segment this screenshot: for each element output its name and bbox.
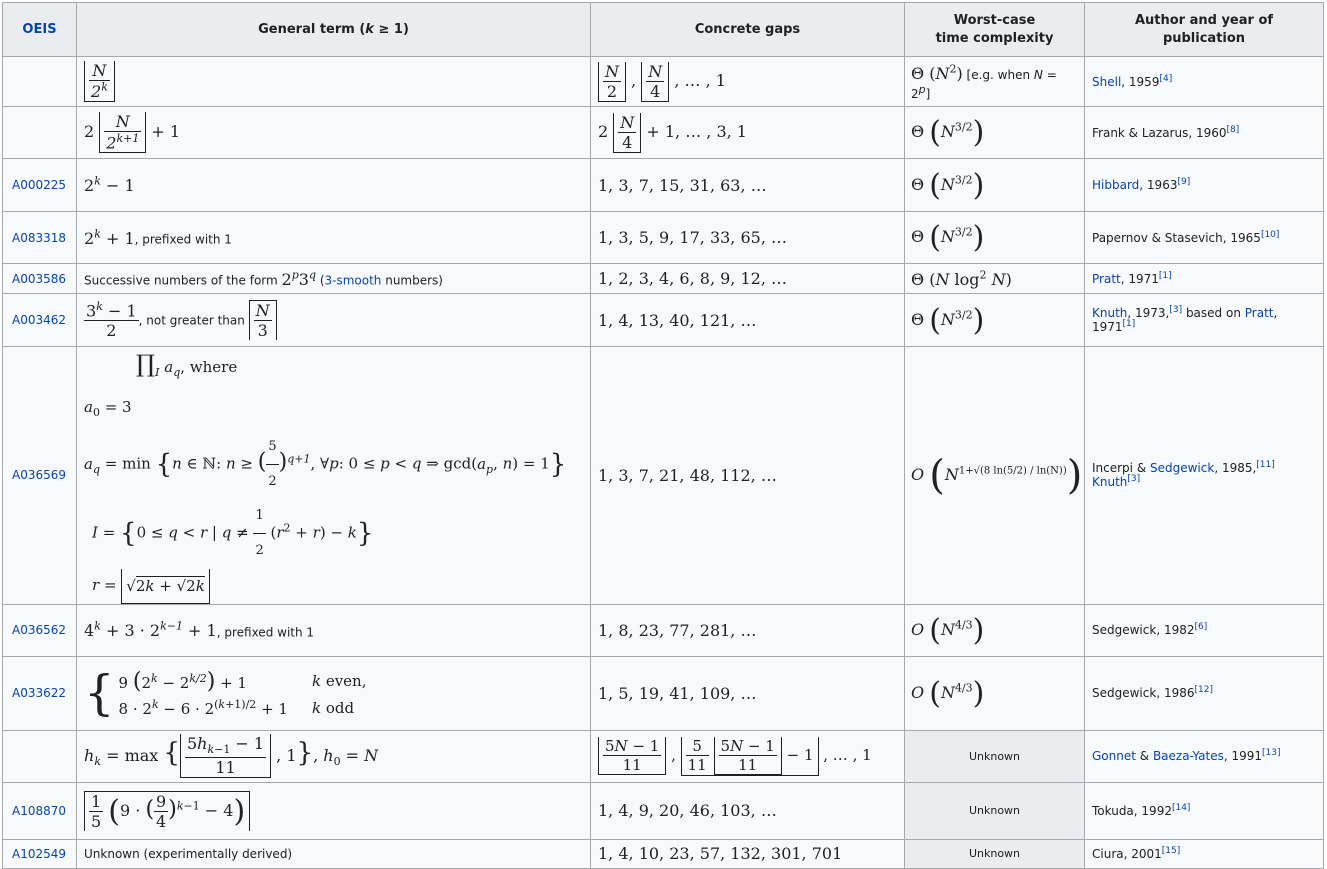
oeis-link[interactable]: A083318: [12, 230, 67, 245]
table-row: [3, 294, 1324, 347]
author-link-baeza-yates[interactable]: Baeza-Yates: [1152, 749, 1224, 763]
reference-link[interactable]: [4]: [1159, 73, 1173, 84]
oeis-cell: [3, 604, 77, 656]
header-general-term: General term (k ≥ 1): [77, 3, 591, 57]
reference-link[interactable]: [8]: [1226, 124, 1240, 135]
reference-link[interactable]: [3]: [1169, 305, 1183, 315]
oeis-cell: [3, 159, 77, 212]
table-row: [3, 57, 1324, 107]
oeis-cell: [3, 347, 77, 605]
author-cell: Knuth, 1973,[3] based on Pratt, 1971[1]: [1085, 294, 1324, 347]
reference-link[interactable]: [14]: [1171, 802, 1191, 813]
author-cell: Shell, 1959[4]: [1085, 57, 1324, 107]
complexity-cell: Θ $(N^{3/2})$: [905, 212, 1085, 264]
author-cell: Incerpi & Sedgewick, 1985,[11] Knuth[3]: [1085, 347, 1324, 605]
author-link-shell[interactable]: Shell: [1092, 74, 1122, 89]
oeis-cell: [3, 294, 77, 347]
shellsort-gap-sequences-table: [2, 2, 1324, 869]
oeis-link[interactable]: A000225: [12, 178, 67, 192]
gaps-cell: 2 $\frac{N}{4}$ + 1, … , 3, 1: [591, 107, 905, 159]
author-cell: Pratt, 1971[1]: [1085, 264, 1324, 294]
complexity-cell: Unknown: [905, 839, 1085, 868]
oeis-cell: [3, 730, 77, 782]
general-term-cell: Unknown (experimentally derived): [77, 839, 591, 868]
reference-link[interactable]: [12]: [1194, 685, 1213, 695]
gaps-cell: 1, 8, 23, 77, 281, …: [591, 604, 905, 656]
gaps-cell: 1, 4, 13, 40, 121, …: [591, 294, 905, 347]
table-row: [3, 159, 1324, 212]
author-cell: Tokuda, 1992[14]: [1085, 782, 1324, 839]
complexity-cell: Θ $(N^{3/2})$: [905, 107, 1085, 159]
oeis-cell: [3, 839, 77, 868]
author-link-knuth[interactable]: Knuth: [1092, 475, 1128, 490]
general-term-cell: $\frac{3^k - 1}{2}$ , not greater than $\frac{N}{3}$: [77, 294, 591, 347]
reference-link[interactable]: [10]: [1260, 229, 1280, 240]
oeis-cell: [3, 264, 77, 294]
reference-link[interactable]: [1]: [1158, 270, 1172, 281]
reference-link[interactable]: [1]: [1122, 319, 1136, 329]
oeis-cell: [3, 107, 77, 159]
gaps-cell: 1, 4, 10, 23, 57, 132, 301, 701: [591, 839, 905, 868]
three-smooth-link[interactable]: 3-smooth: [324, 273, 382, 288]
complexity-cell: Θ $(N^{3/2})$: [905, 159, 1085, 212]
gaps-cell: 1, 4, 9, 20, 46, 103, …: [591, 782, 905, 839]
author-cell: Sedgewick, 1986[12]: [1085, 656, 1324, 730]
gaps-cell: $\frac{N}{2}$ , $\frac{N}{4}$ , … , 1: [591, 57, 905, 107]
complexity-cell: Unknown: [905, 730, 1085, 782]
author-link-sedgewick[interactable]: Sedgewick: [1150, 461, 1215, 476]
table-row: [3, 604, 1324, 656]
author-cell: Hibbard, 1963[9]: [1085, 159, 1324, 212]
general-term-cell: $h_k = \max$ { $\frac{5h_{k-1} - 1}{11}$ , 1}, $h_0 = N$: [77, 730, 591, 782]
author-link-hibbard[interactable]: Hibbard: [1092, 178, 1140, 192]
reference-link[interactable]: [11]: [1256, 460, 1275, 471]
oeis-cell: [3, 656, 77, 730]
author-link-pratt[interactable]: Pratt: [1244, 306, 1274, 320]
table-row: [3, 782, 1324, 839]
table-row: [3, 264, 1324, 294]
oeis-link[interactable]: A108870: [12, 803, 67, 818]
reference-link[interactable]: [15]: [1161, 845, 1181, 856]
general-term-cell: Successive numbers of the form 2$^p$3$^q$ (3-smooth numbers): [77, 264, 591, 294]
complexity-cell: Unknown: [905, 782, 1085, 839]
oeis-link[interactable]: A036569: [12, 468, 67, 483]
complexity-cell: Θ $(N^{3/2})$: [905, 294, 1085, 347]
author-cell: Sedgewick, 1982[6]: [1085, 604, 1324, 656]
author-link-knuth[interactable]: Knuth: [1092, 306, 1128, 320]
table-row: [3, 839, 1324, 868]
gaps-cell: 1, 2, 3, 4, 6, 8, 9, 12, …: [591, 264, 905, 294]
reference-link[interactable]: [13]: [1262, 748, 1281, 758]
general-term-cell: 2 $\frac{N}{2^{k+1}}$ + 1: [77, 107, 591, 159]
general-term-cell: { 9 $(2^k - 2^{k/2}) + 1$ k even, $8 \cdot 2^k - 6 \cdot 2^{(k+1)/2} + 1$ k odd: [77, 656, 591, 730]
gaps-cell: 1, 3, 7, 21, 48, 112, …: [591, 347, 905, 605]
gaps-cell: 1, 5, 19, 41, 109, …: [591, 656, 905, 730]
oeis-link[interactable]: A003586: [12, 271, 67, 286]
complexity-cell: O $(N^{4/3})$: [905, 604, 1085, 656]
oeis-link[interactable]: A036562: [12, 623, 67, 637]
author-cell: Ciura, 2001[15]: [1085, 839, 1324, 868]
author-cell: Gonnet & Baeza-Yates, 1991[13]: [1085, 730, 1324, 782]
author-link-gonnet[interactable]: Gonnet: [1092, 749, 1136, 763]
table-row: [3, 212, 1324, 264]
complexity-cell: Θ (N $\log^2 N$): [905, 264, 1085, 294]
general-term-cell: $4^k + 3 \cdot 2^{k-1} + 1$, prefixed with 1: [77, 604, 591, 656]
gaps-cell: 1, 3, 7, 15, 31, 63, …: [591, 159, 905, 212]
header-complexity: Worst-case time complexity: [905, 3, 1085, 57]
oeis-cell: [3, 212, 77, 264]
general-term-cell: $2^k - 1$: [77, 159, 591, 212]
general-term-cell: $2^k + 1$, prefixed with 1: [77, 212, 591, 264]
table-row: [3, 347, 1324, 605]
reference-link[interactable]: [6]: [1194, 622, 1208, 632]
oeis-cell: [3, 782, 77, 839]
general-term-cell: $\prod_I$ $a_q$, where $a_0 = 3$ $a_q = \min \{n$ ∈ ℕ: n ≥ ( $\frac{5}{2}$ )$^{q+1}$, ∀p: 0 ≤ p < q ⇒ $\gcd(a_p$, n) = 1} I = {0 ≤ q < r | q ≠ $\frac{1}{2}$ $(r^2 + r) - k$} r = √2k + √2k: [77, 347, 591, 605]
author-cell: Frank & Lazarus, 1960[8]: [1085, 107, 1324, 159]
header-author: Author and year of publication: [1085, 3, 1324, 57]
reference-link[interactable]: [3]: [1127, 474, 1141, 485]
header-concrete-gaps: Concrete gaps: [591, 3, 905, 57]
header-oeis[interactable]: OEIS: [3, 3, 77, 57]
complexity-cell: O $(N^{4/3})$: [905, 656, 1085, 730]
complexity-cell: Θ $(N^2)$ [e.g. when $N = 2^p$]: [905, 57, 1085, 107]
reference-link[interactable]: [9]: [1177, 177, 1191, 187]
oeis-link[interactable]: A102549: [12, 846, 67, 861]
gaps-cell: 1, 3, 5, 9, 17, 33, 65, …: [591, 212, 905, 264]
author-link-pratt[interactable]: Pratt: [1092, 271, 1121, 286]
oeis-cell: [3, 57, 77, 107]
gaps-cell: $\frac{5N - 1}{11}$ , $\frac{5}{11}$ $\frac{5N - 1}{11}$ − 1 , … , 1: [591, 730, 905, 782]
oeis-link[interactable]: A003462: [12, 313, 67, 327]
table-row: [3, 730, 1324, 782]
general-term-cell: $\frac{N}{2^k}$: [77, 57, 591, 107]
oeis-link[interactable]: A033622: [12, 686, 67, 700]
header-row: [3, 3, 1324, 57]
general-term-cell: $\frac{1}{5}$ (9 · ( $\frac{9}{4}$ )$^{k-1}$ − 4): [77, 782, 591, 839]
author-cell: Papernov & Stasevich, 1965[10]: [1085, 212, 1324, 264]
complexity-cell: O $(N^{1+√(8 ln(5/2) / ln(N))})$: [905, 347, 1085, 605]
table-row: [3, 107, 1324, 159]
table-row: [3, 656, 1324, 730]
